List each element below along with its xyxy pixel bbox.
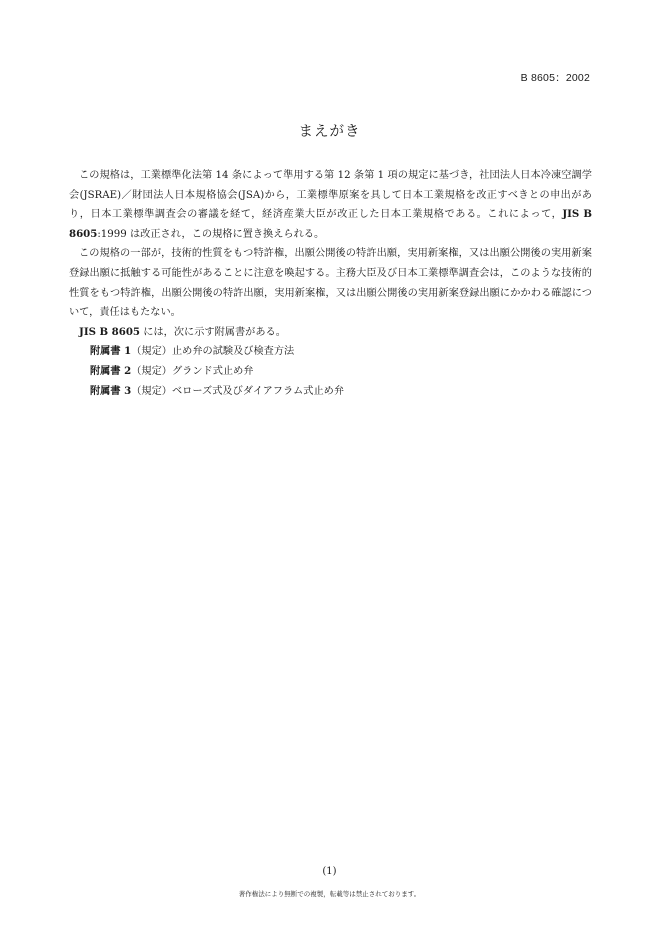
- annex-item: [69, 342, 592, 362]
- annex-title: （規定）グランド式止め弁: [131, 365, 254, 377]
- document-body: [69, 166, 592, 401]
- annex-number: 附属書 3: [90, 384, 132, 397]
- paragraph-patent-notice: この規格の一部が，技術的性質をもつ特許権，出願公開後の特許出願，実用新案権，又は出願公開後の実用新案登録出願に抵触する可能性があることに注意を喚起する。主務大臣及び日本工業標準調査会は，このような技術的性質をもつ特許権，出願公開後の特許出願，実用新案権，又は出願公開後の実用新案登録出願にかかわる確認について，責任はもたない。: [69, 248, 592, 319]
- paragraph-revision-text: この規格は，工業標準化法第 14 条によって準用する第 12 条第 1 項の規定に基づき，社団法人日本冷凍空調学会(JSRAE)／財団法人日本規格協会(JSA)から，工業標準原案を具して日本工業規格を改正すべきとの申出があり，日本工業標準調査会の審議を経て，経済産業大臣が改正した日本工業規格である。これによって，: [69, 170, 592, 221]
- page-number: (1): [322, 866, 337, 877]
- annex-intro-text: には，次に示す附属書がある。: [140, 326, 286, 338]
- paragraph-revision: [69, 166, 592, 244]
- annex-item: [69, 382, 592, 402]
- paragraph-revision-tail: :1999 は改正され，この規格に置き換えられる。: [97, 228, 325, 240]
- jis-code: JIS B 8605: [79, 325, 141, 338]
- paragraph-annex-intro: [69, 323, 592, 343]
- annex-title: （規定）ベローズ式及びダイアフラム式止め弁: [131, 385, 345, 397]
- jis-code: JIS B 8605: [69, 208, 592, 240]
- annex-title: （規定）止め弁の試験及び検査方法: [131, 346, 295, 358]
- copyright-note: 著作権法により無断での複製，転載等は禁止されております。: [238, 890, 421, 898]
- page-title: まえがき: [298, 124, 361, 140]
- annex-number: 附属書 2: [90, 364, 132, 377]
- annex-item: [69, 362, 592, 382]
- document-code: B 8605：2002: [520, 72, 590, 84]
- annex-number: 附属書 1: [90, 345, 132, 358]
